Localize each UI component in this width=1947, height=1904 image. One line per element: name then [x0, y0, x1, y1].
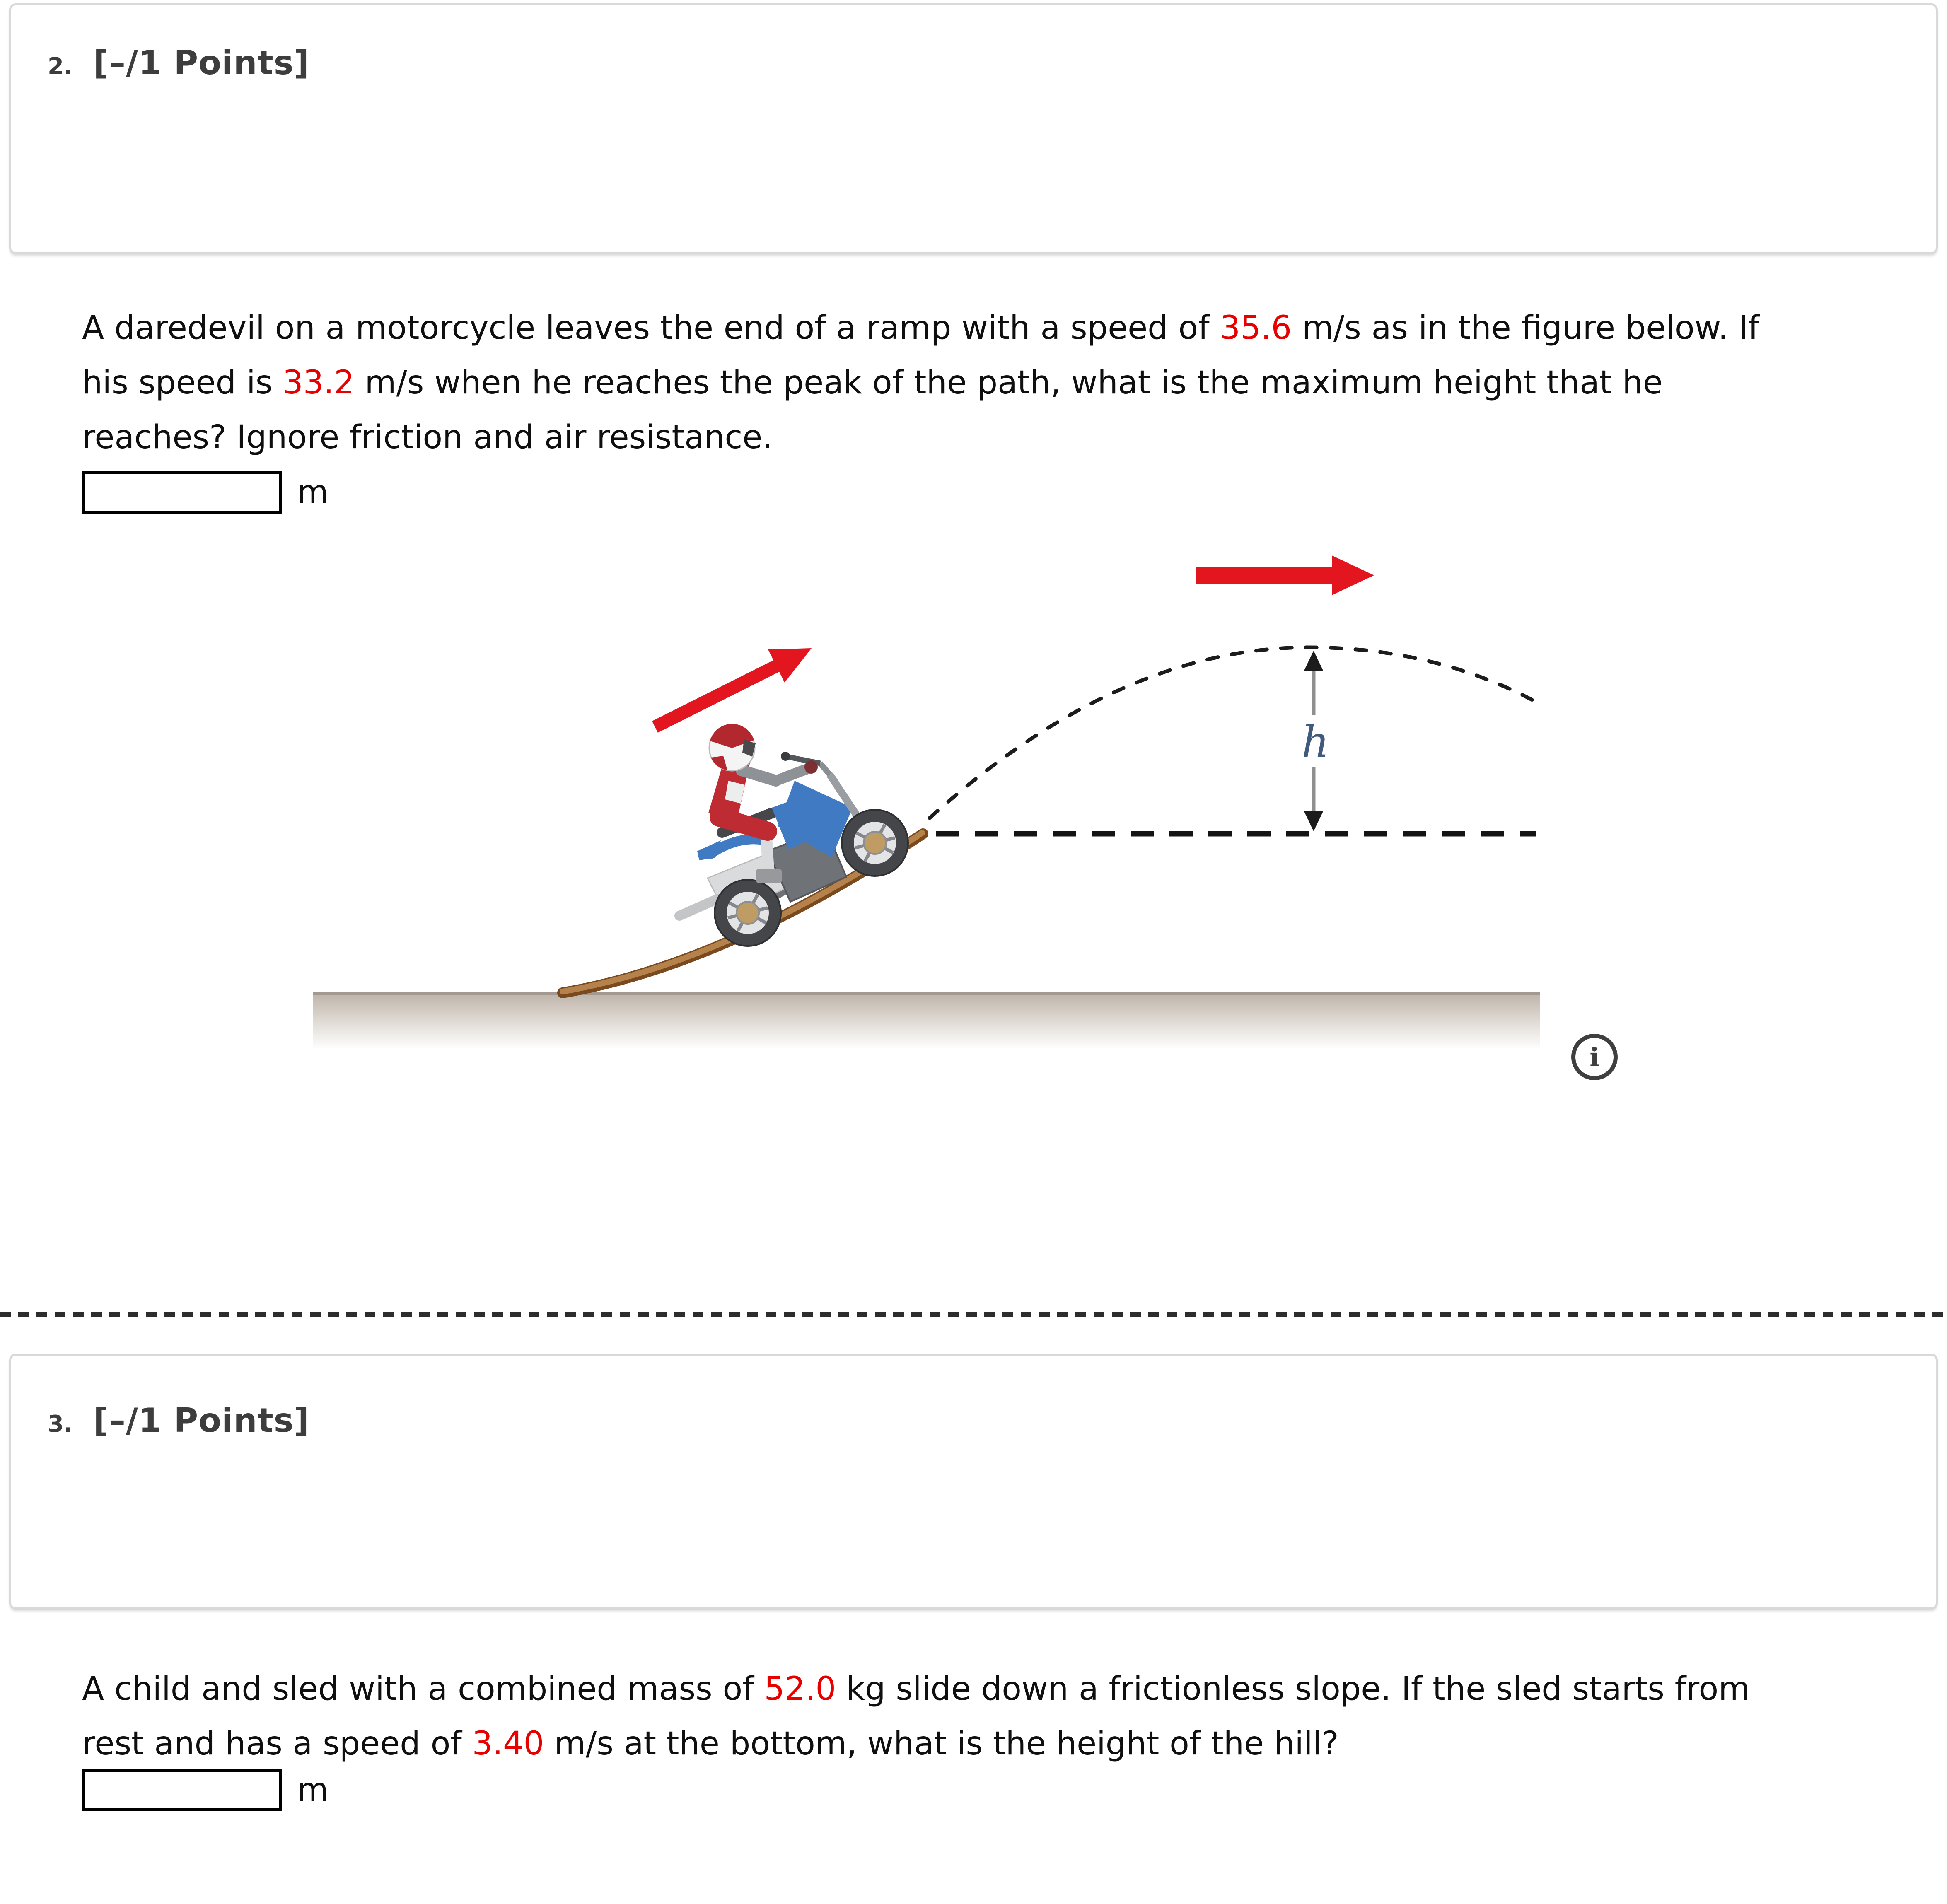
answer-input-q3[interactable] — [82, 1769, 282, 1811]
question-number: 3. — [48, 1411, 73, 1438]
given-value-bottom-speed: 3.40 — [472, 1725, 544, 1762]
trajectory-path — [930, 647, 1532, 818]
text-line: reaches? Ignore friction and air resistance. — [82, 419, 773, 456]
text-line: A child and sled with a combined mass of 52.0 kg slide down a frictionless slope. If the sled starts from — [82, 1670, 1750, 1708]
text-line: A daredevil on a motorcycle leaves the end of a ramp with a speed of 35.6 m/s as in the figure below. If — [82, 309, 1760, 347]
question-2-card — [9, 3, 1938, 254]
figure-info-button[interactable] — [1571, 1034, 1618, 1080]
question-2-answer-row — [82, 471, 329, 514]
points-label: [–/1 Points] — [93, 1401, 309, 1440]
question-3-header — [48, 1401, 309, 1440]
points-label: [–/1 Points] — [93, 43, 309, 82]
info-icon: i — [1589, 1042, 1599, 1072]
front-wheel — [842, 810, 908, 876]
question-2-header — [48, 43, 309, 82]
answer-unit-label: m — [297, 1771, 329, 1809]
answer-input-q2[interactable] — [82, 471, 282, 514]
given-value-mass: 52.0 — [764, 1670, 836, 1708]
h-label: h — [1302, 717, 1329, 767]
question-separator — [0, 1312, 1947, 1317]
question-number: 2. — [48, 53, 73, 80]
figure-motorcycle-ramp — [311, 553, 1541, 1091]
text-line: rest and has a speed of 3.40 m/s at the bottom, what is the height of the hill? — [82, 1725, 1339, 1762]
question-3-card — [9, 1354, 1938, 1610]
answer-unit-label: m — [297, 474, 329, 511]
question-3-text — [82, 1662, 1917, 1771]
question-2-text — [82, 301, 1917, 465]
ground — [313, 992, 1540, 1048]
velocity-arrow-peak — [1196, 555, 1374, 595]
given-value-launch-speed: 35.6 — [1220, 309, 1292, 347]
text-line: his speed is 33.2 m/s when he reaches the peak of the path, what is the maximum height that he — [82, 364, 1663, 401]
given-value-peak-speed: 33.2 — [283, 364, 355, 401]
rear-wheel — [715, 880, 781, 946]
height-arrow — [1302, 651, 1329, 831]
question-3-answer-row — [82, 1769, 329, 1812]
velocity-arrow-launch — [652, 648, 812, 733]
